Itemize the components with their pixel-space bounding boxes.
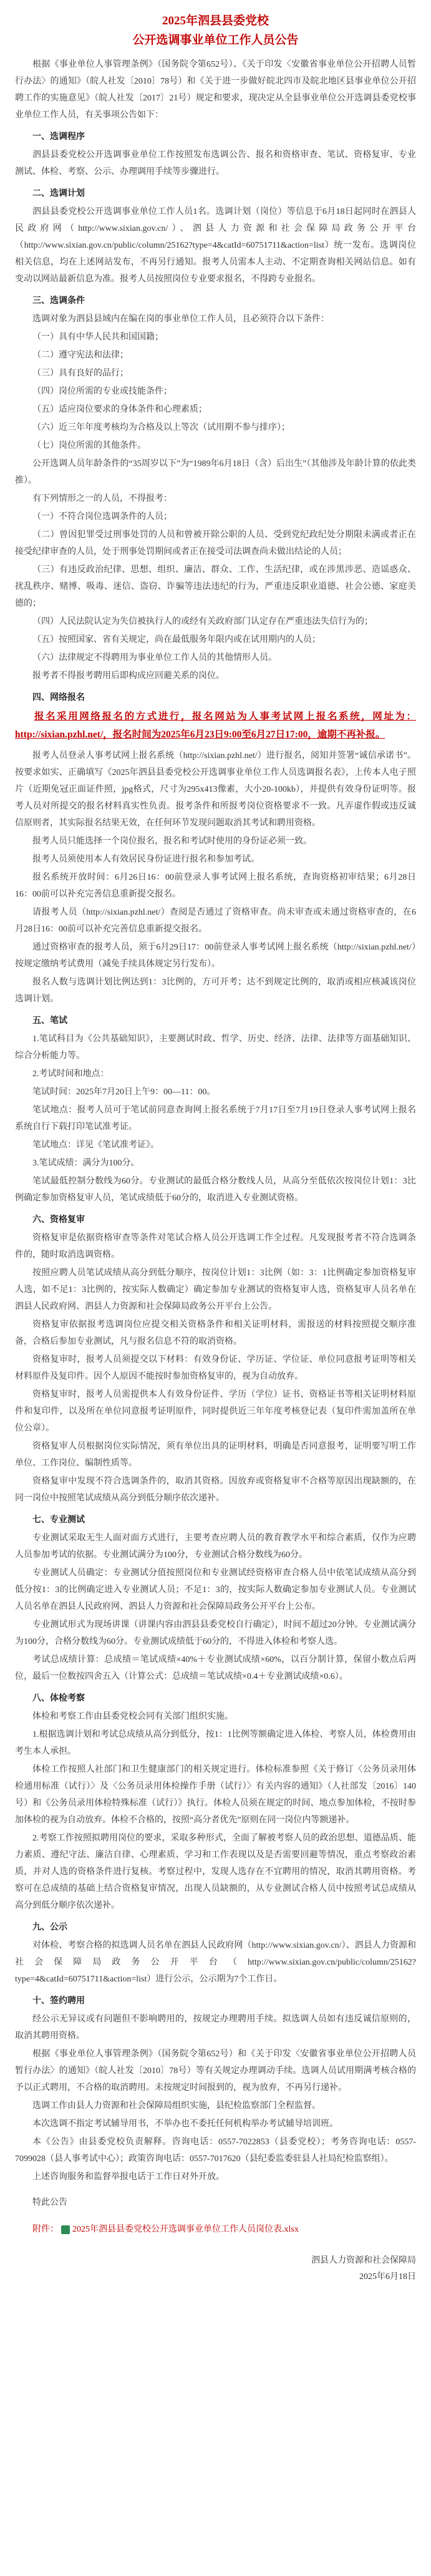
body-paragraph: 笔试时间：2025年7月20日上午9：00—11：00。 <box>32 1087 216 1097</box>
body-paragraph: 泗县县委党校公开选调事业单位工作按照发布选调公告、报名和资格审查、笔试、资格复审、专业测试、体检、考察、公示、办理调用手续等步骤进行。 <box>15 150 416 177</box>
attachment-line <box>15 2221 416 2238</box>
notice-body <box>15 56 416 2185</box>
notice-title-line1: 2025年泗县县委党校 <box>162 14 269 27</box>
body-paragraph: 报考者不得报考聘用后即构成应回避关系的岗位。 <box>32 671 225 681</box>
body-paragraph: 有下列情形之一的人员，不得报考： <box>32 494 172 503</box>
section-heading: 八、体检考察 <box>32 1694 85 1703</box>
body-paragraph: （六）近三年年度考核均为合格及以上等次（试用期不参与排序）； <box>32 423 290 432</box>
section-heading: 十、签约聘用 <box>32 1996 85 2006</box>
ending-text: 特此公告 <box>32 2198 67 2207</box>
section-heading: 九、公示 <box>32 1923 67 1932</box>
body-paragraph: （一）具有中华人民共和国国籍； <box>32 333 163 342</box>
body-paragraph: （二）遵守宪法和法律； <box>32 351 128 360</box>
body-paragraph: （七）岗位所需的其他条件。 <box>32 441 146 450</box>
body-paragraph: 本次选调不指定考试辅导用书，不举办也不委托任何机构举办考试辅导培训班。 <box>32 2119 338 2129</box>
body-paragraph: 请报考人员（http://sixian.pzhl.net/）查阅是否通过了资格审查。尚未审查或未通过资格审查的，在6月28日16：00前可以补充完善信息重新提交报名。 <box>15 908 416 934</box>
body-paragraph: 专业测试人员确定：专业测试分值按照岗位和专业测试经资格审查合格人员中依笔试成绩从高分到低分按1：3的比例确定进入专业测试人员；不足1：3的，按实际人数确定参加专业测试人员。专业测试人员名单在泗县人民政府网、泗县人力资源和社会保障局政务公开平台上公布。 <box>15 1568 416 1611</box>
body-paragraph: 2.考察工作按照拟聘用岗位的要求，采取多种形式，全面了解被考察人员的政治思想、道德品质、能力素质、遵纪守法、廉洁自律、心理素质、学习和工作表现以及是否需要回避等情况，重点考察政治素质，并对人选的资格条件进行复核。考察过程中，发现人选存在不宜聘用的情况，取消其聘用资格。考察可在总成绩的基础上结合资格复审情况，出现人员缺额的，从专业测试合格人员中按照考试总成绩从高分到低分顺序依次递补。 <box>15 1834 416 1910</box>
signer-name: 泗县人力资源和社会保障局 <box>311 2256 416 2265</box>
body-paragraph: 2.考试时间和地点： <box>32 1069 109 1079</box>
body-paragraph: （三）具有良好的品行； <box>32 369 128 378</box>
body-paragraph: 资格复审中发现不符合选调条件的，取消其资格。因放弃或资格复审不合格等原因出现缺额的，在同一岗位中按照笔试成绩从高分到低分顺序依次递补。 <box>15 1477 416 1503</box>
body-paragraph: 选调对象为泗县县域内在编在岗的事业单位工作人员，且必须符合以下条件： <box>32 314 329 324</box>
section-heading: 二、选调计划 <box>32 189 85 198</box>
section-heading: 四、网络报名 <box>32 693 85 702</box>
body-paragraph: 资格复审人员根据岗位实际情况，须有单位出具的证明材料，明确是否同意报考，证明要写明工作单位、工作岗位、编制性质等。 <box>15 1442 416 1468</box>
body-paragraph: 体检和考察工作由县委党校会同有关部门组织实施。 <box>32 1712 233 1721</box>
body-paragraph: 专业测试形式为现场讲课（讲课内容由泗县县委党校自行确定），时间不超过20分钟。专业测试满分为100分，合格分数线为60分。专业测试成绩低于60分的，不得进入体检和考察人选。 <box>15 1620 416 1646</box>
body-paragraph: 资格复审是依据资格审查等条件对笔试合格人员公开选调工作全过程。凡发现报考者不符合选调条件的，随时取消选调资格。 <box>15 1233 416 1260</box>
body-paragraph: 考试总成绩计算：总成绩＝笔试成绩×40%＋专业测试成绩×60%，以百分制计算，保留小数点后两位，最后一位数按四舍五入（计算公式：总成绩＝笔试成绩×0.4＋专业测试成绩×0.6）。 <box>15 1655 416 1681</box>
section-heading: 五、笔试 <box>32 1016 67 1026</box>
body-paragraph: 经公示无异议或有问题但不影响聘用的，按规定办理聘用手续。拟选调人员如有违反诚信原则的，取消其聘用资格。 <box>15 2015 416 2041</box>
body-paragraph: 通过资格审查的报考人员，须于6月29日17：00前登录人事考试网上报名系统（http://sixian.pzhl.net/）按规定缴纳考试费用（减免手续具体规定另行发布）。 <box>15 943 416 969</box>
body-paragraph: 选调工作由县人力资源和社会保障局组织实施，县纪检监察部门全程监督。 <box>32 2101 321 2111</box>
registration-highlight[interactable]: 报名采用网络报名的方式进行，报名网站为人事考试网上报名系统，网址为：http://sixian.pzhl.net/，报名时间为2025年6月23日9:00至6月27日17:00，逾期不再补报。 <box>15 711 416 740</box>
section-heading: 三、选调条件 <box>32 296 85 306</box>
section-heading: 六、资格复审 <box>32 1215 85 1225</box>
body-paragraph: （四）岗位所需的专业或技能条件； <box>32 387 172 396</box>
attachment-label: 附件： <box>32 2225 59 2234</box>
body-paragraph: 对体检、考察合格的拟选调人员名单在泗县人民政府网（http://www.sixian.gov.cn/）、泗县人力资源和社会保障局政务公开平台（http://www.sixian.gov.cn/public/column/25162?type=4&catId=60751711&action=list）进行公示，公示期为7个工作日。 <box>15 1941 416 1984</box>
body-paragraph: 3.笔试成绩：满分为100分。 <box>32 1159 140 1168</box>
body-paragraph: （六）法律规定不得聘用为事业单位工作人员的其他情形人员。 <box>32 653 277 663</box>
signed-date: 2025年6月18日 <box>359 2272 416 2282</box>
body-paragraph: 笔试地点：报考人员可于笔试前同意查询网上报名系统于7月17日至7月19日登录人事考试网上报名系统自行下载打印笔试准考证。 <box>15 1106 416 1132</box>
body-paragraph: 报考人员登录人事考试网上报名系统（http://sixian.pzhl.net/）进行报名，阅知并签署“诚信承诺书”。按要求如实、正确填写《2025年泗县县委党校公开选调事业单位工作人员选调报名表》，上传本人电子照片（近期免冠正面证件照，jpg格式，尺寸为295x413像素，大小20-100kb），并提供有效身份证明等。报考人员对所提交的报名材料真实性负责。报考条件和所报考岗位资格要求不一致。凡弄虚作假或违反诚信原则者，其实际报名结果无效，在任何环节发现问题取消其考试和聘用资格。 <box>15 751 416 828</box>
body-paragraph: 泗县县委党校公开选调事业单位工作人员1名。选调计划（岗位）等信息于6月18日起同时在泗县人民政府网（http://www.sixian.gov.cn/）、泗县人力资源和社会保障局政务公开平台（http://www.sixian.gov.cn/public/column/25162?type=4&catId=60751711&action=list）统一发布。选调岗位相关信息，均在上述网站发布，不再另行通知。报考人员需本人主动、不定期查询相关网站信息。如有变动以网站最新信息为准。报考人员按照岗位专业要求报名，不得跨专业报名。 <box>15 207 416 284</box>
body-paragraph: 报考人员须使用本人有效居民身份证进行报名和参加考试。 <box>32 855 259 864</box>
body-paragraph: （四）人民法院认定为失信被执行人的或经有关政府部门认定存在严重违法失信行为的； <box>32 617 373 626</box>
body-paragraph: 根据《事业单位人事管理条例》（国务院令第652号）、《关于印发〈安徽省事业单位公开招聘人员暂行办法〉的通知》（皖人社发〔2010〕78号）和《关于进一步做好皖北四市及皖北地区县事业单位公开招聘工作的实施意见》（皖人社发〔2017〕21号）规定和要求，现决定从全县事业单位公开选调县委党校事业单位工作人员，有关事项公告如下： <box>15 60 416 120</box>
body-paragraph: 资格复审时，报考人员须提交以下材料：有效身份证、学历证、学位证、单位同意报考证明等相关材料原件及复印件。因个人原因不能按时参加资格复审的，视为自动放弃。 <box>15 1355 416 1381</box>
body-paragraph: 上述咨询服务和监督举报电话于工作日对外开放。 <box>32 2172 225 2182</box>
notice-title-line2: 公开选调事业单位工作人员公告 <box>132 34 299 47</box>
body-paragraph: （五）适应岗位要求的身体条件和心理素质； <box>32 405 207 414</box>
body-paragraph: （二）曾因犯罪受过刑事处罚的人员和曾被开除公职的人员、受到党纪政纪处分期限未满或者正在接受纪律审查的人员，处于刑事处罚期间或者正在接受司法调查尚未做出结论的人员； <box>15 530 416 557</box>
body-paragraph: 公开选调人员年龄条件的“35周岁以下”为“1989年6月18日（含）后出生”（其他涉及年龄计算的依此类推）。 <box>15 459 416 485</box>
body-paragraph: 按照应聘人员笔试成绩从高分到低分顺序，按岗位计划1：3比例（如：3：1比例确定参加资格复审人选，如不足1：3比例的，按实际人数确定）确定参加专业测试的资格复审人选，资格复审人员名单在泗县人民政府网、泗县人力资源和社会保障局政务公开平台上公告。 <box>15 1268 416 1311</box>
body-paragraph: 笔试最低控制分数线为60分。专业测试的最低合格分数线人员，从高分至低依次按岗位计划1：3比例确定参加资格复审人员，笔试成绩低于60分的，取消进入专业测试资格。 <box>15 1177 416 1203</box>
body-paragraph: 报名人数与选调计划比例达到1：3比例的，方可开考；达不到规定比例的，取消或相应核减该岗位选调计划。 <box>15 978 416 1004</box>
body-paragraph: 报名系统开放时间：6月26日16：00前登录人事考试网上报名系统，查询资格初审结果；6月28日16：00前可以补充完善信息重新提交报名。 <box>15 873 416 899</box>
body-paragraph: （三）有违反政治纪律、思想、组织、廉洁、群众、工作、生活纪律，或在涉黑涉恶、造谣惑众、扰乱秩序、赌博、吸毒、迷信、盗窃、诈骗等违法违纪的行为，严重违反职业道德、社会公德、家庭美德的； <box>15 565 416 608</box>
body-paragraph: 资格复审依据报考选调岗位应提交相关资格条件和相关证明材料，需报送的材料按照提交顺序准备，合格后参加专业测试，凡与报名信息不符的取消资格。 <box>15 1320 416 1346</box>
attachment-link[interactable]: 2025年泗县县委党校公开选调事业单位工作人员岗位表.xlsx <box>72 2225 299 2234</box>
body-paragraph: 资格复审时，报考人员需提供本人有效身份证件、学历（学位）证书、资格证书等相关证明材料原件和复印件，以及所在单位同意报考证明原件，同时提供近三年年度考核登记表（复印件需加盖所在单位公章）。 <box>15 1390 416 1433</box>
attachment-icon <box>61 2225 70 2234</box>
body-paragraph: 1.根据选调计划和考试总成绩从高分到低分，按1：1比例等额确定进入体检、考察人员，体检费用由考生本人承担。 <box>15 1730 416 1756</box>
body-paragraph: 本《公告》由县委党校负责解释。咨询电话：0557-7022853（县委党校）；考务咨询电话：0557-7099028（县人事考试中心）；政策咨询电话：0557-7017620（县纪委监委驻县人社局纪检监察组）。 <box>15 2137 416 2164</box>
signature-block <box>15 2253 416 2293</box>
body-paragraph: （一）不符合岗位选调条件的人员； <box>32 512 172 522</box>
body-paragraph: 根据《事业单位人事管理条例》（国务院令第652号）和《关于印发〈安徽省事业单位公开招聘人员暂行办法〉的通知》（皖人社发〔2010〕78号）等有关规定办理调动手续。选调人员试用期满考核合格的予以正式聘用，不合格的取消聘用。未按规定时间报到的，视为放弃，不再另行递补。 <box>15 2049 416 2092</box>
body-paragraph: 1.笔试科目为《公共基础知识》，主要测试时政、哲学、历史、经济、法律、法律等方面基础知识、综合分析能力等。 <box>15 1034 416 1061</box>
section-heading: 七、专业测试 <box>32 1515 85 1525</box>
body-paragraph: 报考人员只能选择一个岗位报名，报名和考试时使用的身份证必须一致。 <box>32 837 312 846</box>
body-paragraph: 笔试地点：详见《笔试准考证》。 <box>32 1140 159 1150</box>
body-paragraph: 体检工作按照人社部门和卫生健康部门的相关规定进行。体检标准参照《关于修订〈公务员录用体检通用标准（试行）〉及〈公务员录用体检操作手册（试行）〉有关内容的通知》（人社部发〔2016〕140号）和《公务员录用体检特殊标准（试行）》执行。体检人员须在规定的时间、地点参加体检，不按时参加体检的视为自动放弃。体检不合格的，按照“高分者优先”原则在同一岗位内等额递补。 <box>15 1765 416 1825</box>
body-paragraph: 专业测试采取无生人面对面方式进行，主要考查应聘人员的教育教学水平和综合素质，仅作为应聘人员参加考试的依据。专业测试满分为100分，专业测试合格分数线为60分。 <box>15 1533 416 1560</box>
body-paragraph: （五）按照国家、省有关规定，尚在最低服务年限内或在试用期内的人员； <box>32 635 321 644</box>
section-heading: 一、选调程序 <box>32 132 85 142</box>
